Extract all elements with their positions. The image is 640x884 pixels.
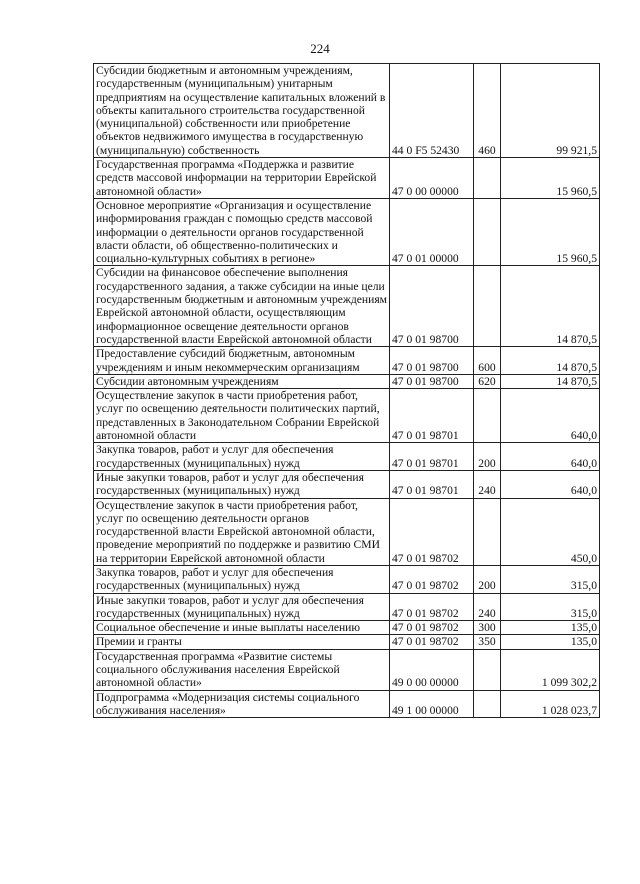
- table-row: [94, 649, 600, 690]
- row-name: Подпрограмма «Модернизация системы социального обслуживания населения»: [94, 690, 390, 718]
- row-name: Премии и гранты: [94, 635, 390, 649]
- row-amount: 15 960,5: [501, 198, 600, 265]
- row-name: Предоставление субсидий бюджетным, автономным учреждениям и иным некоммерческим организациям: [94, 347, 390, 375]
- row-expense-type: [474, 158, 501, 199]
- row-amount: 1 028 023,7: [501, 690, 600, 718]
- row-expense-type: 200: [474, 565, 501, 593]
- row-code: 47 0 01 98702: [390, 635, 474, 649]
- row-name: Иные закупки товаров, работ и услуг для обеспечения государственных (муниципальных) нужд: [94, 593, 390, 621]
- table-row: [94, 266, 600, 347]
- row-amount: 315,0: [501, 565, 600, 593]
- row-expense-type: [474, 690, 501, 718]
- row-name: Государственная программа «Поддержка и развитие средств массовой информации на территории Еврейской автономной области»: [94, 158, 390, 199]
- row-amount: 450,0: [501, 498, 600, 565]
- row-amount: 135,0: [501, 621, 600, 635]
- row-name: Субсидии бюджетным и автономным учреждениям, государственным (муниципальным) унитарным предприятиям на осуществление капитальных вложений в объекты капитального строительства государственной (муниципальной) собственности или приобретение объектов недвижимого имущества в государственную (муниципальную) собственность: [94, 64, 390, 158]
- row-amount: 315,0: [501, 593, 600, 621]
- table-row: [94, 621, 600, 635]
- row-expense-type: [474, 266, 501, 347]
- row-code: 47 0 01 98702: [390, 565, 474, 593]
- row-amount: 1 099 302,2: [501, 649, 600, 690]
- table-row: [94, 498, 600, 565]
- table-row: [94, 158, 600, 199]
- row-expense-type: 200: [474, 443, 501, 471]
- row-code: 47 0 01 98702: [390, 498, 474, 565]
- row-amount: 99 921,5: [501, 64, 600, 158]
- row-expense-type: 300: [474, 621, 501, 635]
- row-name: Закупка товаров, работ и услуг для обеспечения государственных (муниципальных) нужд: [94, 565, 390, 593]
- row-expense-type: [474, 389, 501, 443]
- table-row: [94, 593, 600, 621]
- row-amount: 640,0: [501, 389, 600, 443]
- row-name: Социальное обеспечение и иные выплаты населению: [94, 621, 390, 635]
- row-name: Осуществление закупок в части приобретения работ, услуг по освещению деятельности политических партий, представленных в Законодательном Собрании Еврейской автономной области: [94, 389, 390, 443]
- row-code: 49 0 00 00000: [390, 649, 474, 690]
- row-code: 47 0 01 98700: [390, 374, 474, 388]
- table-row: [94, 64, 600, 158]
- table-row: [94, 443, 600, 471]
- table-row: [94, 374, 600, 388]
- row-expense-type: 240: [474, 470, 501, 498]
- table-row: [94, 565, 600, 593]
- row-code: 47 0 00 00000: [390, 158, 474, 199]
- row-expense-type: 350: [474, 635, 501, 649]
- row-code: 47 0 01 98701: [390, 470, 474, 498]
- row-name: Основное мероприятие «Организация и осуществление информирования граждан с помощью средств массовой информации о деятельности органов государственной власти области, об общественно-политических и социально-культурных событиях в регионе»: [94, 198, 390, 265]
- row-expense-type: [474, 198, 501, 265]
- row-amount: 14 870,5: [501, 266, 600, 347]
- table-row: [94, 347, 600, 375]
- row-expense-type: 240: [474, 593, 501, 621]
- row-code: 47 0 01 00000: [390, 198, 474, 265]
- table-row: [94, 690, 600, 718]
- row-name: Закупка товаров, работ и услуг для обеспечения государственных (муниципальных) нужд: [94, 443, 390, 471]
- row-code: 47 0 01 98702: [390, 621, 474, 635]
- table-row: [94, 198, 600, 265]
- row-expense-type: 460: [474, 64, 501, 158]
- row-code: 47 0 01 98700: [390, 347, 474, 375]
- row-code: 47 0 01 98701: [390, 389, 474, 443]
- row-amount: 15 960,5: [501, 158, 600, 199]
- page-number: 224: [310, 41, 330, 56]
- row-name: Осуществление закупок в части приобретения работ, услуг по освещению деятельности органов государственной власти Еврейской автономной области, проведение мероприятий по поддержке и развитию СМИ на территории Еврейской автономной области: [94, 498, 390, 565]
- row-code: 47 0 01 98700: [390, 266, 474, 347]
- row-name: Субсидии автономным учреждениям: [94, 374, 390, 388]
- row-amount: 135,0: [501, 635, 600, 649]
- row-amount: 14 870,5: [501, 347, 600, 375]
- row-name: Государственная программа «Развитие системы социального обслуживания населения Еврейской автономной области»: [94, 649, 390, 690]
- row-amount: 640,0: [501, 443, 600, 471]
- row-expense-type: [474, 649, 501, 690]
- row-expense-type: [474, 498, 501, 565]
- row-name: Субсидии на финансовое обеспечение выполнения государственного задания, а также субсидии на иные цели государственным бюджетным и автономным учреждениям Еврейской автономной области, осуществляющим информационное освещение деятельности органов государственной власти Еврейской автономной области: [94, 266, 390, 347]
- table-row: [94, 470, 600, 498]
- row-expense-type: 620: [474, 374, 501, 388]
- row-code: 47 0 01 98702: [390, 593, 474, 621]
- table-row: [94, 389, 600, 443]
- row-amount: 640,0: [501, 470, 600, 498]
- row-code: 49 1 00 00000: [390, 690, 474, 718]
- row-name: Иные закупки товаров, работ и услуг для обеспечения государственных (муниципальных) нужд: [94, 470, 390, 498]
- row-code: 44 0 F5 52430: [390, 64, 474, 158]
- budget-table: [93, 63, 600, 718]
- row-expense-type: 600: [474, 347, 501, 375]
- row-code: 47 0 01 98701: [390, 443, 474, 471]
- row-amount: 14 870,5: [501, 374, 600, 388]
- table-row: [94, 635, 600, 649]
